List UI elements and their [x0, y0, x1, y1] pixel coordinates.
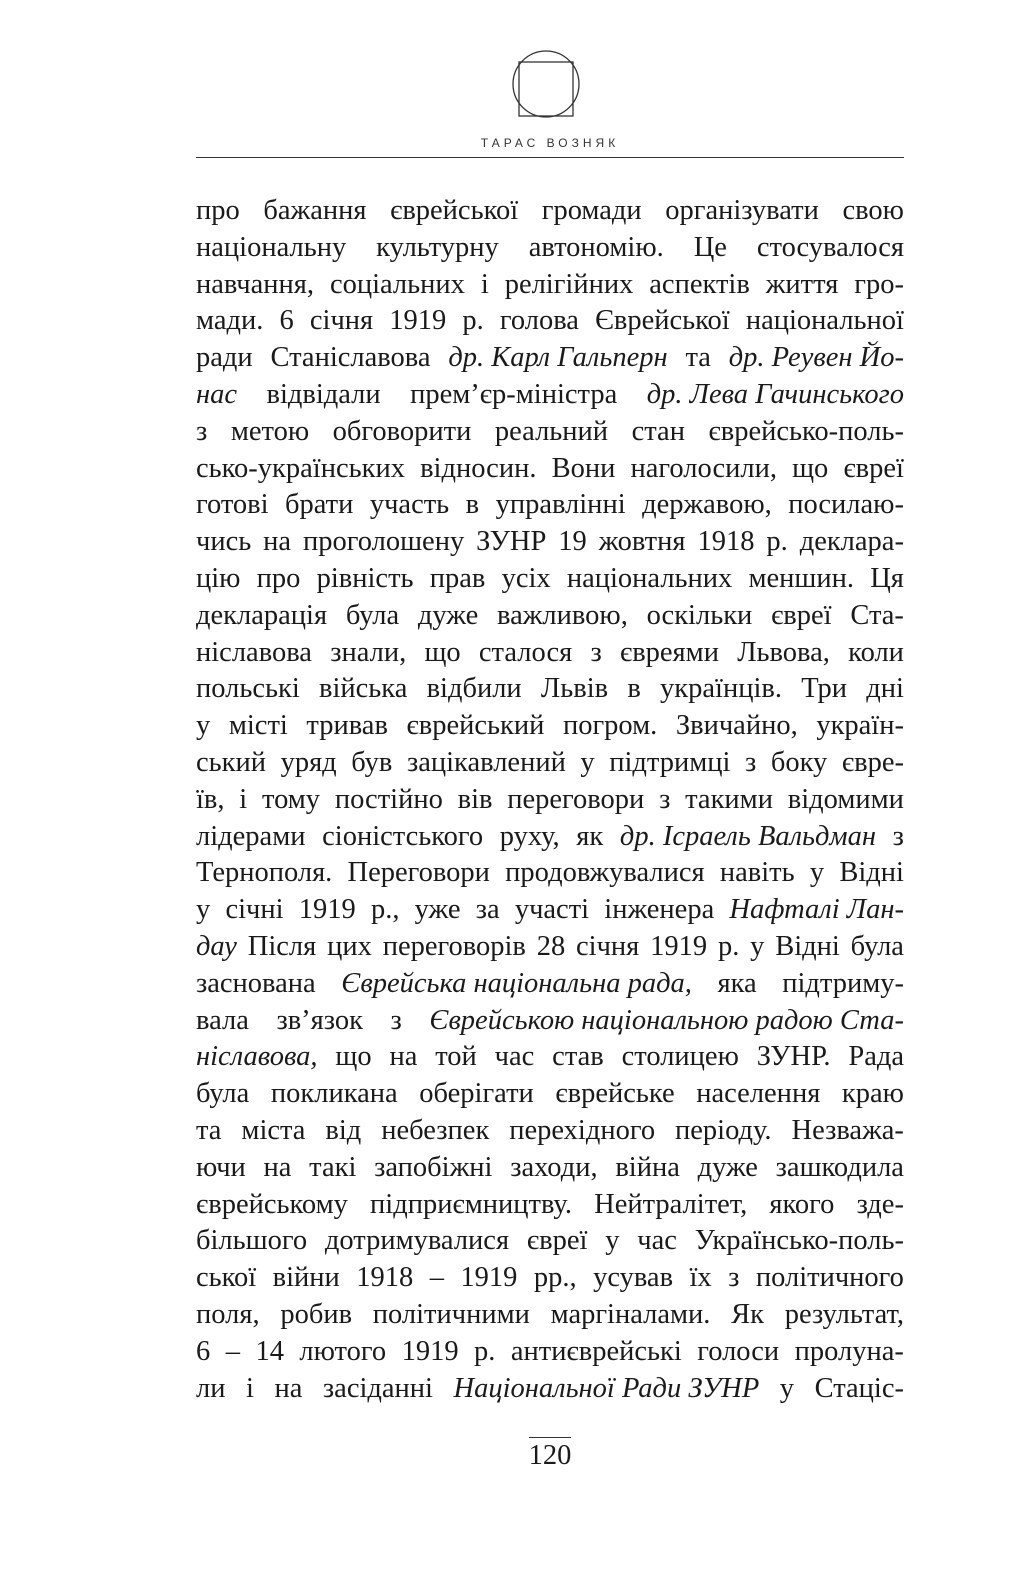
word: підтриму- — [782, 967, 904, 999]
word: Стаціс- — [814, 1372, 904, 1404]
word: Це — [693, 231, 727, 263]
word: євреї — [843, 452, 904, 484]
word: поля, — [196, 1298, 260, 1330]
word: 1919 — [650, 930, 708, 962]
word: стосувалося — [756, 231, 904, 263]
word: яка — [717, 967, 757, 999]
word: заходи, — [510, 1151, 598, 1183]
word: той — [435, 1041, 477, 1073]
word: уряд — [280, 746, 337, 778]
word: переговори — [507, 783, 645, 815]
italic-name: дау — [196, 930, 237, 962]
word: відносин. — [420, 452, 537, 484]
text-line — [196, 561, 904, 598]
text-line — [196, 1113, 904, 1150]
word: відвідали — [266, 378, 381, 410]
word: сталося — [478, 636, 573, 668]
word: перехідного — [509, 1114, 656, 1146]
word: мади. — [196, 305, 264, 337]
word: євре- — [841, 746, 904, 778]
word: зв’язок — [276, 1004, 363, 1036]
word: оскільки — [646, 599, 753, 631]
word: брати — [285, 489, 354, 521]
word: аспектів — [649, 268, 750, 300]
text-line — [196, 267, 904, 304]
word: у — [809, 857, 825, 889]
word: на — [263, 526, 292, 558]
word: прав — [429, 562, 486, 594]
text-line — [196, 414, 904, 451]
word: січня — [309, 305, 374, 337]
word: Рада — [848, 1041, 904, 1073]
word: наголосили, — [630, 452, 777, 484]
word: навчання, — [196, 268, 314, 300]
word: інженера — [604, 894, 715, 926]
word: руху, — [499, 820, 560, 852]
word: про — [256, 562, 301, 594]
italic-name: Єврейською національною радою Ста- — [429, 1004, 904, 1036]
word: що — [335, 1041, 372, 1073]
word: обговорити — [332, 415, 472, 447]
word: дуже — [417, 599, 479, 631]
word: була — [850, 930, 904, 962]
text-line — [196, 671, 904, 708]
word: маргіналами. — [550, 1298, 711, 1330]
text-line — [196, 819, 904, 856]
word: з — [390, 1004, 402, 1036]
word: дні — [866, 673, 904, 705]
word: Вони — [551, 452, 616, 484]
text-line — [196, 708, 904, 745]
word: як — [576, 820, 604, 852]
word: Львова, — [737, 636, 830, 668]
word: сько-українських — [196, 452, 405, 484]
word: відбили — [426, 673, 522, 705]
word: з — [590, 636, 602, 668]
word: бажання — [263, 195, 367, 226]
text-line — [196, 1297, 904, 1334]
word: жовтня — [598, 526, 686, 558]
word: антиєврейські — [510, 1335, 682, 1367]
word: голоси — [697, 1335, 780, 1367]
word: та — [685, 342, 711, 374]
word: євреями — [619, 636, 719, 668]
body-text — [196, 193, 904, 1407]
word: Незважа- — [791, 1114, 904, 1146]
word: культурну — [376, 231, 499, 263]
word: участь — [369, 489, 450, 521]
word: – — [225, 1335, 240, 1367]
word: та — [196, 1114, 222, 1146]
word: 1919 — [460, 1262, 518, 1294]
word: рівність — [316, 562, 414, 594]
word: Ста- — [850, 599, 904, 631]
word: польські — [196, 673, 300, 705]
word: від — [325, 1114, 362, 1146]
word: управлінні — [495, 489, 626, 521]
italic-name: др. Карл Гальперн — [448, 342, 668, 374]
word: їв, — [196, 783, 225, 815]
word: 1919 — [298, 894, 356, 926]
word: у — [750, 930, 765, 962]
word: боку — [770, 746, 828, 778]
text-line — [196, 1371, 904, 1408]
word: міста — [241, 1114, 306, 1146]
word: робив — [280, 1298, 353, 1330]
word: 19 — [558, 526, 587, 558]
italic-name: Національної Ради ЗУНР — [453, 1372, 760, 1404]
word: за — [475, 894, 500, 926]
word: політичними — [372, 1298, 530, 1330]
italic-name: Єврейська національна рада, — [341, 967, 692, 999]
word: усіх — [501, 562, 551, 594]
italic-name: ніславова, — [196, 1041, 318, 1073]
word: ли — [196, 1372, 226, 1404]
word: ЗУНР. — [756, 1041, 831, 1073]
text-line — [196, 377, 904, 414]
word: участі — [514, 894, 590, 926]
text-line — [196, 1223, 904, 1260]
word: покликана — [270, 1078, 398, 1110]
word: уже — [414, 894, 461, 926]
text-line — [196, 1260, 904, 1297]
word: лідерами — [196, 820, 306, 852]
word: 1918 — [356, 1262, 414, 1294]
word: українців. — [660, 673, 782, 705]
word: на — [274, 1372, 303, 1404]
text-line — [196, 340, 904, 377]
text-line — [196, 635, 904, 672]
word: рр., — [533, 1262, 577, 1294]
word: з — [728, 1262, 740, 1294]
page-number-container — [196, 1437, 904, 1471]
word: населення — [696, 1078, 821, 1110]
word: ЗУНР — [476, 526, 547, 558]
word: стан — [631, 415, 685, 447]
word: оберігати — [419, 1078, 534, 1110]
word: з — [196, 415, 208, 447]
word: навіть — [719, 857, 795, 889]
word: єврейсько-поль- — [708, 415, 904, 447]
word: в — [465, 489, 480, 521]
word: декларація — [196, 599, 328, 631]
word: реальний — [494, 415, 609, 447]
word: меншин. — [748, 562, 855, 594]
word: тому — [261, 783, 321, 815]
header-rule — [196, 157, 904, 158]
word: і — [239, 783, 248, 815]
word: єврейської — [390, 195, 519, 226]
word: державою, — [642, 489, 772, 521]
word: автономію. — [528, 231, 664, 263]
word: життя — [765, 268, 839, 300]
word: Єврейської — [595, 305, 730, 337]
word: ський — [196, 746, 266, 778]
running-head: ТАРАС ВОЗНЯК — [480, 136, 620, 150]
word: в — [627, 673, 641, 705]
word: проголошену — [303, 526, 465, 558]
word: – — [429, 1262, 444, 1294]
text-line — [196, 929, 904, 966]
word: засіданні — [322, 1372, 433, 1404]
word: була — [196, 1078, 250, 1110]
word: такі — [309, 1151, 357, 1183]
word: 28 — [536, 930, 566, 962]
word: у — [605, 1225, 620, 1257]
text-line — [196, 451, 904, 488]
word: усував — [593, 1262, 674, 1294]
word: прем’єр-міністра — [410, 378, 618, 410]
word: єврейське — [555, 1078, 675, 1110]
text-line — [196, 193, 904, 230]
word: була — [345, 599, 400, 631]
word: у — [580, 746, 595, 778]
word: політичного — [755, 1262, 904, 1294]
word: національну — [196, 231, 347, 263]
word: 14 — [255, 1335, 284, 1367]
word: Після — [247, 930, 317, 962]
word: 6 — [279, 305, 294, 337]
word: метою — [230, 415, 310, 447]
word: р., — [370, 894, 400, 926]
text-line — [196, 303, 904, 340]
text-line — [196, 230, 904, 267]
word: національних — [566, 562, 733, 594]
word: 1918 — [697, 526, 755, 558]
word: організувати — [665, 195, 819, 226]
text-line — [196, 1334, 904, 1371]
word: зде- — [856, 1188, 904, 1220]
word: запобіжні — [374, 1151, 493, 1183]
word: Переговори — [347, 857, 490, 889]
word: у — [779, 1372, 795, 1404]
italic-name: др. Ісраель Вальдман — [619, 820, 876, 852]
word: більшого — [196, 1225, 308, 1257]
word: р. — [766, 526, 788, 558]
word: і — [246, 1372, 254, 1404]
text-line — [196, 745, 904, 782]
word: з — [745, 746, 757, 778]
word: гро- — [854, 268, 904, 300]
word: час — [637, 1225, 677, 1257]
text-line — [196, 855, 904, 892]
word: небезпек — [381, 1114, 490, 1146]
word: цих — [327, 930, 372, 962]
word: періоду. — [675, 1114, 772, 1146]
word: Відні — [839, 857, 904, 889]
word: громади — [541, 195, 642, 226]
word: дотримувалися — [324, 1225, 510, 1257]
word: національної — [745, 305, 904, 337]
word: 1919 — [389, 305, 447, 337]
word: січні — [225, 894, 284, 926]
word: Ця — [870, 562, 904, 594]
word: Як — [731, 1298, 765, 1330]
word: зацікавлений — [406, 746, 566, 778]
word: продовжувалися — [505, 857, 705, 889]
word: що — [792, 452, 829, 484]
text-line — [196, 782, 904, 819]
word: Звичайно, — [675, 710, 798, 742]
text-line — [196, 524, 904, 561]
word: р. — [462, 305, 484, 337]
italic-name: др. Реувен Йо- — [728, 342, 904, 374]
word: євреї — [771, 599, 832, 631]
word: вів — [457, 783, 493, 815]
word: 6 — [196, 1335, 211, 1367]
word: війни — [272, 1262, 340, 1294]
word: на — [389, 1041, 418, 1073]
word: такими — [685, 783, 773, 815]
word: заснована — [196, 967, 316, 999]
word: деклара- — [799, 526, 904, 558]
word: релігійних — [504, 268, 634, 300]
word: Львів — [540, 673, 609, 705]
word: війна — [615, 1151, 680, 1183]
word: якого — [769, 1188, 835, 1220]
word: січня — [576, 930, 640, 962]
word: зашкодила — [775, 1151, 904, 1183]
word: місті — [228, 710, 288, 742]
text-line — [196, 1003, 904, 1040]
word: знали, — [330, 636, 407, 668]
word: з — [892, 820, 904, 852]
word: тривав — [306, 710, 388, 742]
word: Відні — [775, 930, 840, 962]
word: Нейтралітет, — [594, 1188, 748, 1220]
word: війська — [319, 673, 408, 705]
word: єврейський — [406, 710, 545, 742]
word: лютого — [299, 1335, 387, 1367]
word: коли — [848, 636, 904, 668]
text-line — [196, 1150, 904, 1187]
text-line — [196, 598, 904, 635]
word: столицею — [621, 1041, 739, 1073]
italic-name: нас — [196, 378, 238, 410]
italic-name: др. Лева Гачинського — [646, 378, 904, 410]
word: у — [196, 710, 211, 742]
word: був — [351, 746, 393, 778]
word: Станіславова — [270, 342, 431, 374]
word: переговорів — [382, 930, 526, 962]
word: у — [196, 894, 211, 926]
word: Українсько-поль- — [694, 1225, 904, 1257]
word: постійно — [334, 783, 443, 815]
text-line — [196, 1039, 904, 1076]
word: соціальних — [329, 268, 465, 300]
word: вала — [196, 1004, 249, 1036]
word: Тернополя. — [196, 857, 333, 889]
word: пролуна- — [794, 1335, 904, 1367]
word: ради — [196, 342, 253, 374]
word: їх — [689, 1262, 712, 1294]
page-number: 120 — [529, 1437, 572, 1471]
text-line — [196, 1076, 904, 1113]
word: ючи — [196, 1151, 246, 1183]
word: євреї — [526, 1225, 588, 1257]
word: єврейському — [196, 1188, 348, 1220]
word: час — [494, 1041, 535, 1073]
word: р. — [474, 1335, 496, 1367]
word: результат, — [784, 1298, 904, 1330]
word: про — [196, 195, 240, 226]
text-line — [196, 966, 904, 1003]
word: погром. — [562, 710, 658, 742]
word: р. — [717, 930, 740, 962]
word: сіоністського — [322, 820, 484, 852]
text-line — [196, 892, 904, 929]
word: відомими — [787, 783, 904, 815]
word: чись — [196, 526, 252, 558]
word: з — [659, 783, 671, 815]
word: що — [424, 636, 461, 668]
word: Три — [801, 673, 848, 705]
word: підтримці — [609, 746, 731, 778]
word: голова — [499, 305, 579, 337]
text-line — [196, 1187, 904, 1224]
word: готові — [196, 489, 269, 521]
word: цію — [196, 562, 241, 594]
word: важливою, — [497, 599, 628, 631]
word: на — [263, 1151, 292, 1183]
italic-name: Нафталі Лан- — [729, 894, 904, 926]
publisher-logo-icon — [510, 48, 582, 120]
word: ніславова — [196, 636, 312, 668]
word: свою — [842, 195, 904, 226]
word: підприємництву. — [370, 1188, 572, 1220]
word: посилаю- — [788, 489, 904, 521]
word: 1919 — [401, 1335, 459, 1367]
word: ської — [196, 1262, 257, 1294]
word: україн- — [816, 710, 904, 742]
word: став — [552, 1041, 604, 1073]
word: і — [480, 268, 489, 300]
text-line — [196, 487, 904, 524]
word: краю — [841, 1078, 904, 1110]
word: дуже — [697, 1151, 758, 1183]
